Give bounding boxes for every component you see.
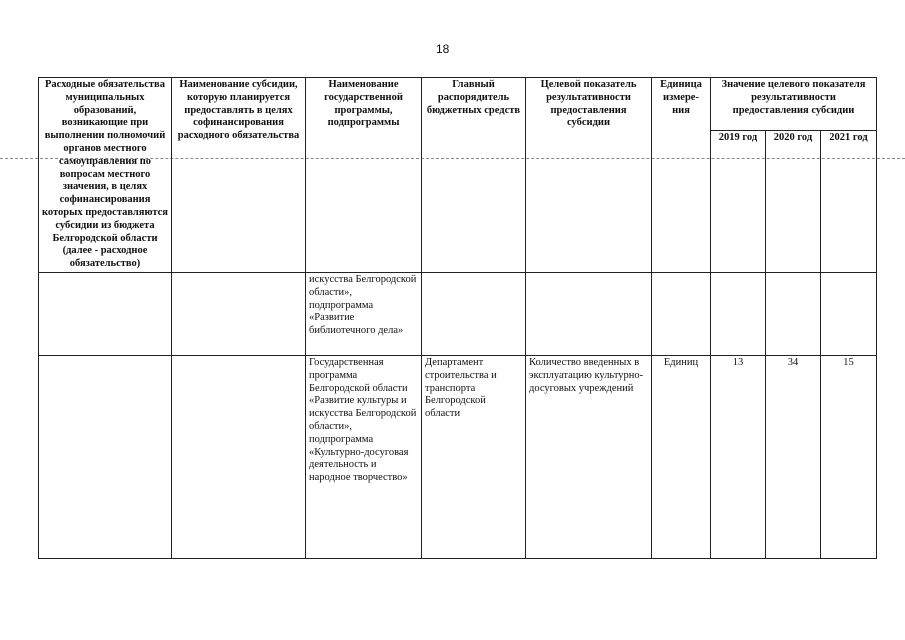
table-row: [39, 272, 877, 355]
cell-manager: Департамент строительства и транспорта Белгородской области: [422, 355, 526, 558]
cell-indicator: Количество введенных в эксплуатацию культурно-досуговых учреждений: [526, 355, 652, 558]
cell-2019: 13: [711, 355, 766, 558]
cell-program: искусства Белгородской области», подпрограмма «Развитие библиотечного дела»: [306, 272, 422, 355]
cell-2021: 15: [821, 355, 877, 558]
cell-program: Государственная программа Белгородской области «Развитие культуры и искусства Белгородской области», подпрограмма «Культурно-досуговая деятельность и народное творчество»: [306, 355, 422, 558]
header-year-2019: 2019 год: [711, 131, 766, 273]
header-manager: Главный распорядитель бюджетных средств: [422, 78, 526, 273]
header-unit: Единица измере- ния: [652, 78, 711, 273]
cell-2020: 34: [766, 355, 821, 558]
header-year-2021: 2021 год: [821, 131, 877, 273]
cell-2020: [766, 272, 821, 355]
cell-obligation: [39, 272, 172, 355]
header-obligations: Расходные обязательства муниципальных образований, возникающие при выполнении полномочий органов местного самоуправления по вопросам местного значения, в целях софинансирования которых предоставляются субсидии из бюджета Белгородской области (далее - расходное обязательство): [39, 78, 172, 273]
table-row: [39, 355, 877, 558]
header-target-value: Значение целевого показателя результативности предоставления субсидии: [711, 78, 877, 131]
cell-obligation: [39, 355, 172, 558]
page-number: 18: [436, 42, 450, 56]
cell-subsidy: [172, 355, 306, 558]
cell-manager: [422, 272, 526, 355]
cell-2021: [821, 272, 877, 355]
cell-2019: [711, 272, 766, 355]
header-indicator: Целевой показатель результативности предоставления субсидии: [526, 78, 652, 273]
header-year-2020: 2020 год: [766, 131, 821, 273]
cell-unit: Единиц: [652, 355, 711, 558]
subsidy-table: [38, 77, 877, 559]
cell-subsidy: [172, 272, 306, 355]
cell-unit: [652, 272, 711, 355]
header-subsidy-name: Наименование субсидии, которую планируется предоставлять в целях софинансирования расходного обязательства: [172, 78, 306, 273]
header-row: [39, 78, 877, 131]
header-program: Наименование государственной программы, подпрограммы: [306, 78, 422, 273]
cell-indicator: [526, 272, 652, 355]
